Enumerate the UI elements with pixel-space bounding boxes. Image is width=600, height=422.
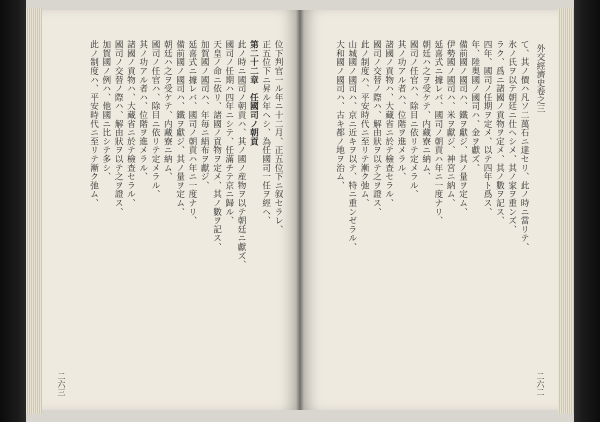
left-page-text — [72, 40, 284, 382]
text-line: 諸國ノ貢物ハ、大藏省ニ於テ檢查セラル、 — [125, 40, 136, 208]
text-line: 備前國ノ國司ハ、鐵ヲ獻ジ、其ノ量ヲ定ム、 — [457, 40, 468, 216]
text-line: ラク、爲ニ諸國ノ貢物ヲ定メ、其ノ數ヲ記ス、 — [494, 40, 505, 225]
text-line: 延喜式ニ據レバ、國司ノ朝貢ハ年ニ一度ナリ、 — [186, 40, 197, 225]
left-page-number: 二六三 — [57, 372, 66, 396]
text-line: 朝廷ハ之ヲ受ケテ、内藏寮ニ納ム、 — [420, 40, 431, 181]
text-line: 天皇ノ命ニ依リ、諸國ノ貢物ヲ定メ、其ノ數ヲ記ス、 — [211, 40, 222, 252]
text-line: 其ノ功アル者ハ、位階ヲ進メラル、 — [396, 40, 407, 181]
text-line: 位下判官一ル年ニ十二月、正五位下ニ叙セラレ、 — [273, 40, 283, 234]
text-line: 伊勢國ノ國司ハ、米ヲ獻ジ、神宮ニ納ム、 — [445, 40, 456, 208]
text-line: て、其ノ價ハ凡ソ二萬石ニ達セリ、此ノ時ニ當リテ、 — [519, 40, 529, 252]
text-line: 此ノ制度ハ、平安時代ニ至リテ漸ク弛ム、 — [359, 40, 370, 208]
text-line: 此ノ制度ハ、平安時代ニ至リテ漸ク弛ム、 — [88, 40, 99, 208]
text-line: 國司ノ任期ハ四年ニシテ、任滿チテ京ニ歸ル、 — [223, 40, 234, 225]
text-line: 此ノ時ニ國司ノ朝貢ハ、其ノ國ノ産物ヲ以テ朝廷ニ獻ズ、 — [236, 40, 247, 269]
left-page — [42, 10, 300, 410]
text-line: 備前國ノ國司ハ、鐵ヲ獻ジ、其ノ量ヲ定ム、 — [174, 40, 185, 216]
text-line: 國司ノ交替ノ際ハ、解由狀ヲ以テ之ヲ證ス、 — [113, 40, 124, 216]
text-line: 朝廷ハ之ヲ受ケテ、内藏寮ニ納ム、 — [162, 40, 173, 181]
text-line: 正五位下ニ昇ル年ヘシ、為任國司一任ヲ經ヘ、 — [260, 40, 271, 225]
right-page-number: 二六二 — [536, 372, 545, 396]
text-line: 山城國ノ國司ハ、京ニ近キヲ以テ、特ニ重ンゼラル、 — [346, 40, 357, 252]
text-line: 國司ノ任官ハ、除目ニ依リテ定メラル、 — [150, 40, 161, 199]
text-line: 加賀國ノ國司ハ、年毎ニ絹布ヲ獻ジ、 — [199, 40, 210, 190]
book-binding-right — [574, 0, 600, 422]
text-line: 年、陸奥國ノ國司ハ、金ヲ獻ズ、 — [469, 40, 480, 172]
text-line: 國司ノ任官ハ、除目ニ依リテ定メラル、 — [408, 40, 419, 199]
text-line: 大和國ノ國司ハ、古キ都ノ地ヲ治ム、 — [334, 40, 345, 190]
running-head: 外交經濟史卷之三 — [535, 44, 545, 113]
right-page-text — [318, 40, 530, 382]
text-line: 諸國ノ貢物ハ、大藏省ニ於テ檢查セラル、 — [383, 40, 394, 208]
book-gutter — [296, 10, 304, 410]
text-line: 氷ノ氏ヲ以テ朝廷ニ仕ヘシメ、其ノ家ヲ重ンズ、 — [506, 40, 517, 234]
text-line: 加賀國ノ例ハ、他國ニ比シテ多シ、 — [100, 40, 111, 181]
page-edges-right — [558, 8, 574, 414]
chapter-heading: 第二十二章 任國司ノ朝貢 — [248, 40, 259, 146]
text-line: 四年、國司ノ任期ヲ定メ、以テ四年ト爲ス、 — [482, 40, 493, 216]
page-edges-left — [26, 8, 42, 414]
right-page — [300, 10, 558, 410]
text-line: 國司ノ交替ノ際ハ、解由狀ヲ以テ之ヲ證ス、 — [371, 40, 382, 216]
text-line: 其ノ功アル者ハ、位階ヲ進メラル、 — [137, 40, 148, 181]
text-line: 延喜式ニ據レバ、國司ノ朝貢ハ年ニ一度ナリ、 — [432, 40, 443, 225]
book-binding-left — [0, 0, 26, 422]
